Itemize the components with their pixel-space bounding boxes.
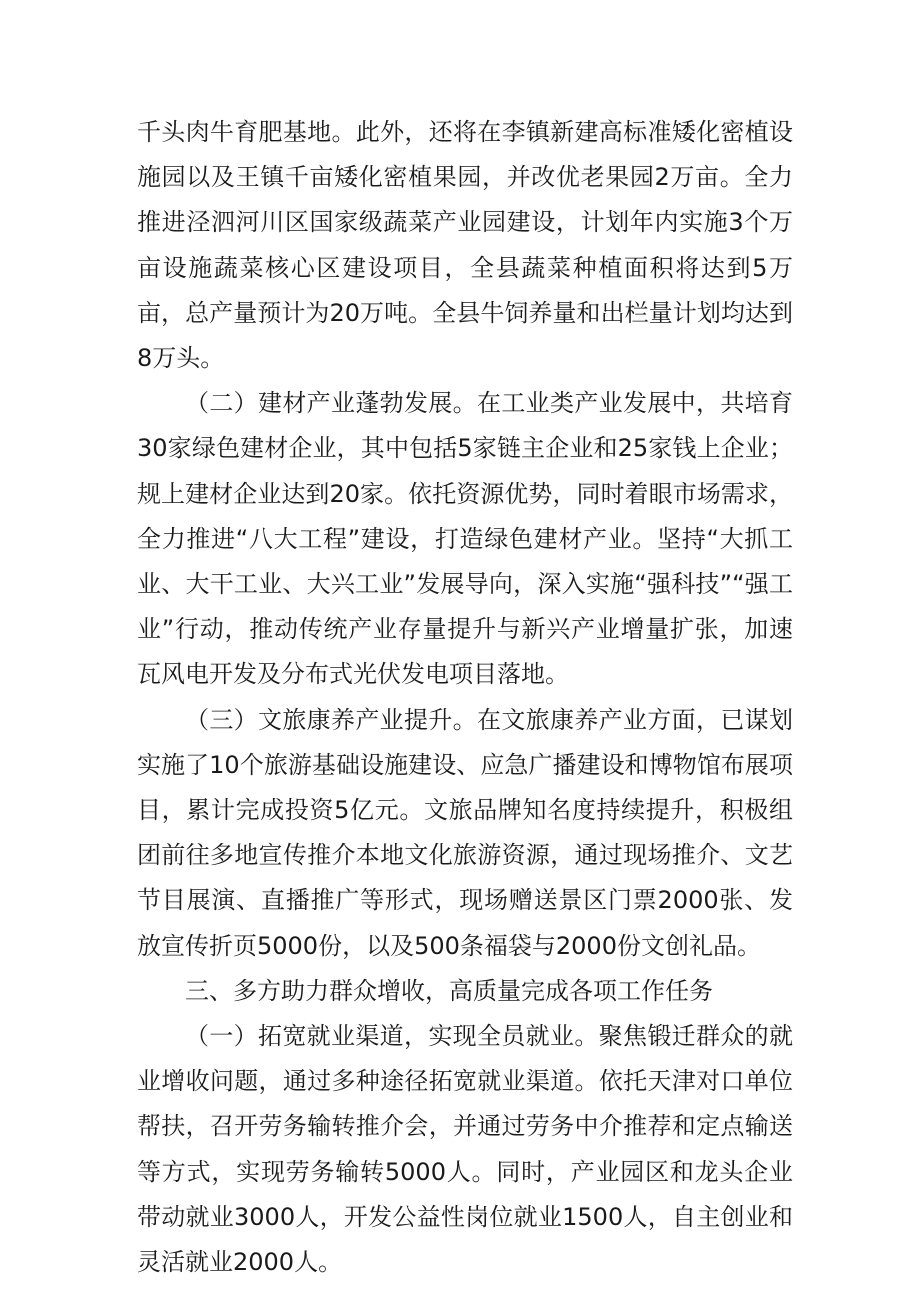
section-heading-income-growth: 三、多方助力群众增收，高质量完成各项工作任务 <box>185 976 713 1005</box>
paragraph-building-materials: （二）建材产业蓬勃发展。在工业类产业发展中，共培育30家绿色建材企业，其中包括5家链主企业和25家钱上企业；规上建材企业达到20家。依托资源优势，同时着眼市场需求，全力推进“八大工程”建设，打造绿色建材产业。坚持“大抓工业、大干工业、大兴工业”发展导向，深入实施“强科技”“强工业”行动，推动传统产业存量提升与新兴产业增量扩张，加速瓦风电开发及分布式光伏发电项目落地。 <box>137 389 793 689</box>
paragraph-livestock-fruit-vegetables: 千头肉牛育肥基地。此外，还将在李镇新建高标准矮化密植设施园以及王镇千亩矮化密植果园，并改优老果园2万亩。全力推进泾泗河川区国家级蔬菜产业园建设，计划年内实施3个万亩设施蔬菜核心区建设项目，全县蔬菜种植面积将达到5万亩，总产量预计为20万吨。全县牛饲养量和出栏量计划均达到8万头。 <box>137 118 793 373</box>
document-body <box>137 110 793 1285</box>
paragraph-employment: （一）拓宽就业渠道，实现全员就业。聚焦锻迁群众的就业增收问题，通过多种途径拓宽就业渠道。依托天津对口单位帮扶，召开劳务输转推介会，并通过劳务中介推荐和定点输送等方式，实现劳务输转5000人。同时，产业园区和龙头企业带动就业3000人，开发公益性岗位就业1500人，自主创业和灵活就业2000人。 <box>137 1022 793 1277</box>
paragraph-culture-tourism: （三）文旅康养产业提升。在文旅康养产业方面，已谋划实施了10个旅游基础设施建设、应急广播建设和博物馆布展项目，累计完成投资5亿元。文旅品牌知名度持续提升，积极组团前往多地宣传推介本地文化旅游资源，通过现场推介、文艺节目展演、直播推广等形式，现场赠送景区门票2000张、发放宣传折页5000份，以及500条福袋与2000份文创礼品。 <box>137 705 793 960</box>
